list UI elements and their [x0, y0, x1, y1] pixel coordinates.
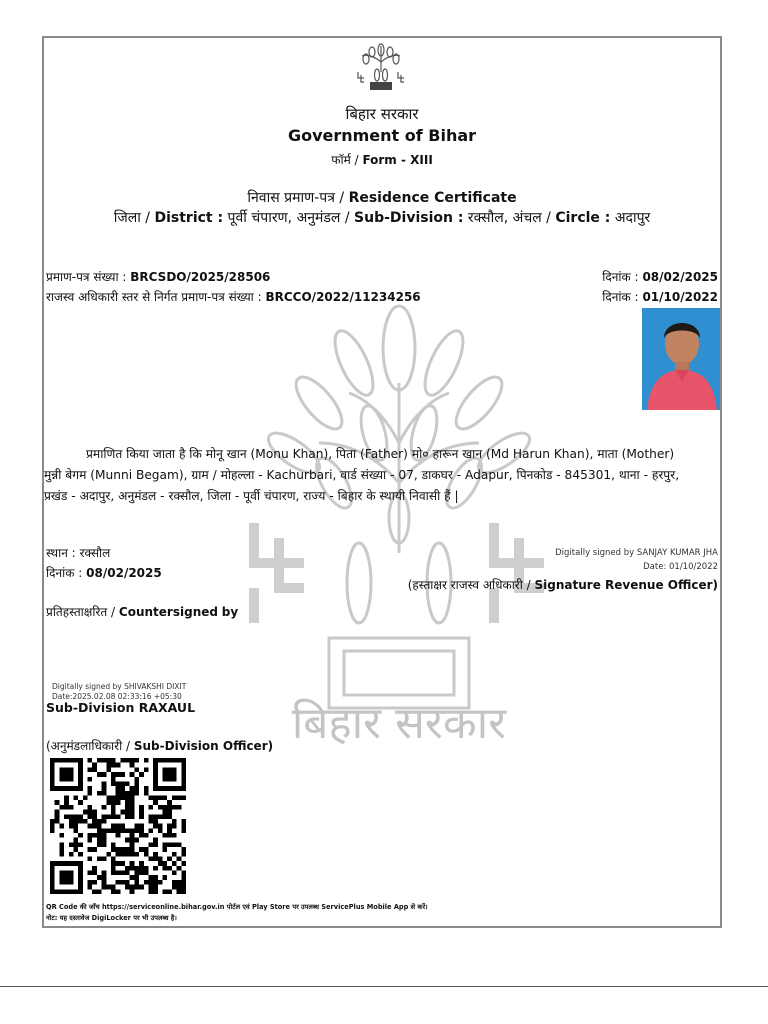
sdo-digital-date: Date:2025.02.08 02:33:16 +05:30	[52, 692, 182, 701]
countersigned-english: Countersigned	[118, 605, 218, 619]
page-separator	[0, 986, 768, 987]
issue-date	[602, 268, 718, 285]
cert-number-label: प्रमाण-पत्र संख्या :	[46, 270, 127, 284]
subdivision-value: रक्सौल, अंचल /	[467, 210, 551, 226]
cert-title-english: Residence Certificate	[348, 190, 517, 206]
revenue-digital-date: Date: 01/10/2022	[643, 562, 718, 572]
countersigned-by: by	[221, 605, 239, 619]
revenue-designation-english: Signature Revenue Officer)	[534, 578, 718, 592]
district-hindi: जिला /	[113, 210, 151, 226]
issue-date-value: 08/02/2025	[642, 270, 718, 284]
sdo-designation	[46, 737, 273, 754]
form-english: Form - XIII	[362, 153, 433, 167]
district-value: पूर्वी चंपारण, अनुमंडल /	[227, 210, 350, 226]
circle-label: Circle :	[555, 210, 611, 226]
revenue-date-label: दिनांक :	[602, 290, 639, 304]
sdo-designation-hindi: (अनुमंडलाधिकारी /	[46, 739, 131, 753]
certificate-title	[44, 188, 720, 207]
countersigned-heading	[46, 603, 238, 620]
place-date	[46, 564, 162, 581]
cert-title-hindi: निवास प्रमाण-पत्र /	[247, 190, 345, 206]
certificate-page	[42, 36, 722, 928]
cert-number	[46, 268, 270, 285]
applicant-photo	[642, 308, 722, 410]
certificate-body	[44, 444, 720, 507]
issue-date-label: दिनांक :	[602, 270, 639, 284]
org-english: Government of Bihar	[287, 126, 477, 145]
district-line	[44, 208, 720, 227]
revenue-date	[602, 288, 718, 305]
circle-value: अदापुर	[614, 210, 651, 226]
body-line-3: प्रखंड - अदापुर, अनुमंडल - रक्सौल, जिला - पूर्वी चंपारण, राज्य - बिहार के स्थायी निवासी हैं |	[44, 489, 459, 503]
revenue-designation-hindi: (हस्ताक्षर राजस्व अधिकारी /	[407, 578, 531, 592]
revenue-date-value: 01/10/2022	[642, 290, 718, 304]
sdo-designation-english: Sub-Division Officer)	[133, 739, 274, 753]
place-value: रक्सौल	[79, 546, 111, 560]
revenue-digital-signature: Digitally signed by SANJAY KUMAR JHA	[555, 548, 718, 558]
subdivision-label: Sub-Division :	[354, 210, 464, 226]
org-hindi: बिहार सरकार	[345, 105, 419, 123]
form-hindi: फॉर्म /	[331, 153, 359, 167]
countersigned-hindi: प्रतिहस्ताक्षरित /	[46, 605, 116, 619]
qr-code	[50, 756, 186, 896]
sdo-digital-signature: Digitally signed by SHIVAKSHI DIXIT	[52, 682, 187, 691]
revenue-number-label: राजस्व अधिकारी स्तर से निर्गत प्रमाण-पत्र संख्या :	[46, 290, 262, 304]
form-number	[44, 151, 720, 168]
cert-number-value: BRCSDO/2025/28506	[130, 270, 271, 284]
place-date-label: दिनांक :	[46, 566, 83, 580]
qr-verification-note: QR Code की जाँच https://serviceonline.bihar.gov.in पोर्टल एवं Play Store पर उपलब्ध ServicePlus Mobile App से करें।	[46, 903, 428, 911]
digilocker-note: नोट: यह दस्तावेज DigiLocker पर भी उपलब्ध है।	[46, 914, 177, 922]
sdo-office: Sub-Division RAXAUL	[46, 700, 196, 715]
watermark-text: बिहार सरकार	[291, 698, 507, 749]
bihar-emblem-icon	[354, 42, 408, 92]
place-date-value: 08/02/2025	[86, 566, 162, 580]
revenue-number-value: BRCCO/2022/11234256	[265, 290, 421, 304]
revenue-officer-designation	[408, 576, 718, 593]
body-line-1: प्रमाणित किया जाता है कि मोनू खान (Monu Khan), पिता (Father) मो० हारून खान (Md Harun Khan), माता (Mother)	[86, 447, 675, 461]
bihar-emblem-watermark	[234, 293, 564, 773]
body-line-2: मुन्नी बेगम (Munni Begam), ग्राम / मोहल्ला - Kachurbari, वार्ड संख्या - 07, डाकघर - Adapur, पिनकोड - 845301, थाना - हरपुर,	[44, 468, 680, 482]
district-label: District :	[154, 210, 224, 226]
place-label: स्थान :	[46, 546, 76, 560]
revenue-cert-number	[46, 288, 421, 305]
place	[46, 544, 110, 561]
